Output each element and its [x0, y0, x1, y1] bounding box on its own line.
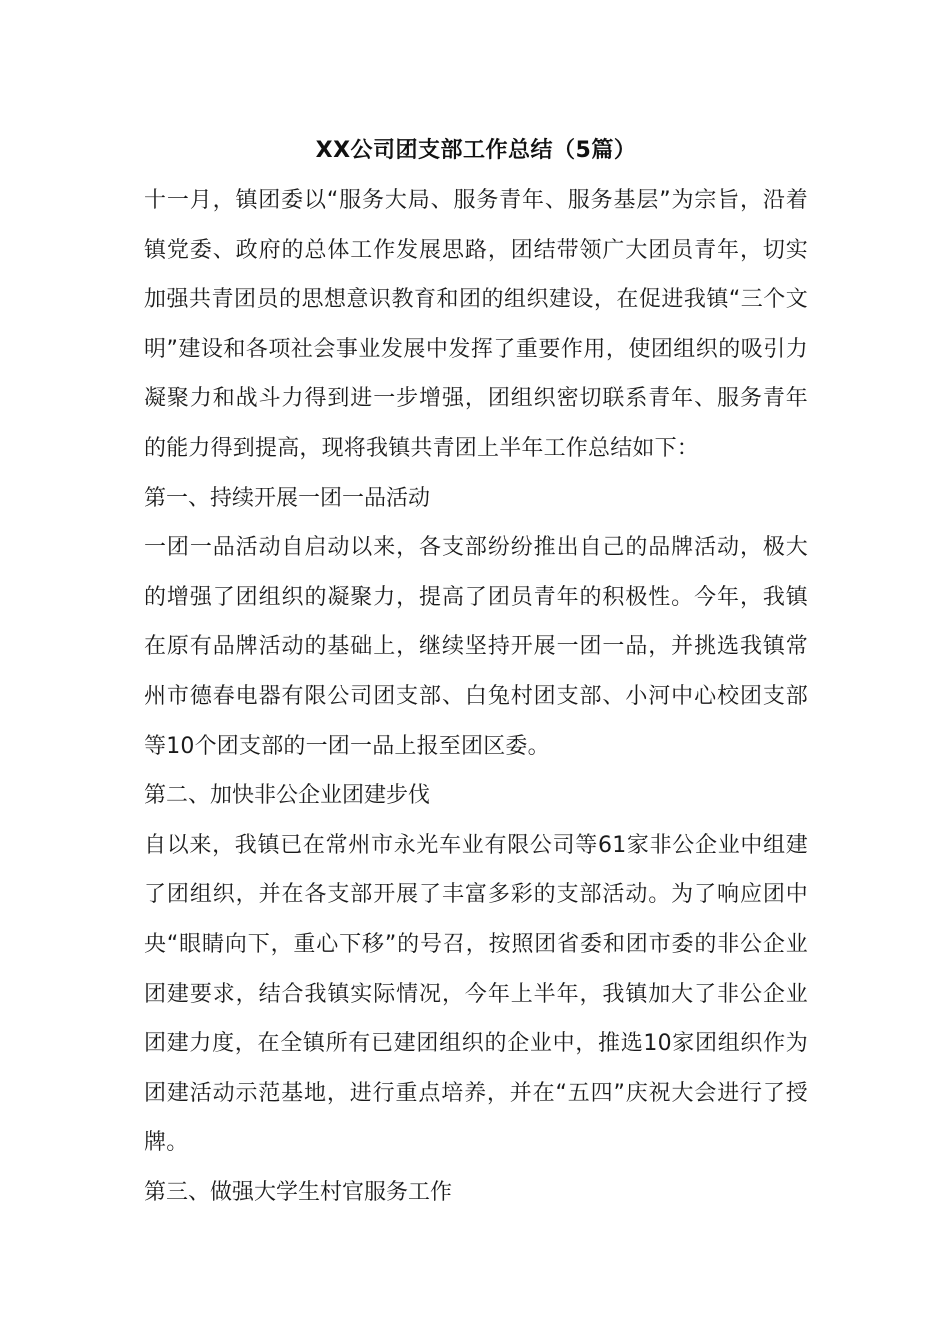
section-paragraph-1: 一团一品活动自启动以来，各支部纷纷推出自己的品牌活动，极大的增强了团组织的凝聚力，提高了团员青年的积极性。今年，我镇在原有品牌活动的基础上，继续坚持开展一团一品，并挑选我镇常州市德春电器有限公司团支部、白兔村团支部、小河中心校团支部等10个团支部的一团一品上报至团区委。	[144, 535, 808, 759]
section-paragraph-2: 自以来，我镇已在常州市永光车业有限公司等61家非公企业中组建了团组织，并在各支部开展了丰富多彩的支部活动。为了响应团中央“眼睛向下，重心下移”的号召，按照团省委和团市委的非公企业团建要求，结合我镇实际情况，今年上半年，我镇加大了非公企业团建力度，在全镇所有已建团组织的企业中，推选10家团组织作为团建活动示范基地，进行重点培养，并在“五四”庆祝大会进行了授牌。	[144, 832, 808, 1156]
section-heading-1: 第一、持续开展一团一品活动	[144, 485, 431, 511]
intro-paragraph: 十一月，镇团委以“服务大局、服务青年、服务基层”为宗旨，沿着镇党委、政府的总体工作发展思路，团结带领广大团员青年，切实加强共青团员的思想意识教育和团的组织建设，在促进我镇“三个文明”建设和各项社会事业发展中发挥了重要作用，使团组织的吸引力凝聚力和战斗力得到进一步增强，团组织密切联系青年、服务青年的能力得到提高，现将我镇共青团上半年工作总结如下：	[144, 188, 808, 461]
document-body	[144, 126, 808, 1217]
document-title: XX公司团支部工作总结（5篇）	[315, 138, 637, 163]
section-heading-3: 第三、做强大学生村官服务工作	[144, 1179, 453, 1205]
section-heading-2: 第二、加快非公企业团建步伐	[144, 783, 431, 809]
